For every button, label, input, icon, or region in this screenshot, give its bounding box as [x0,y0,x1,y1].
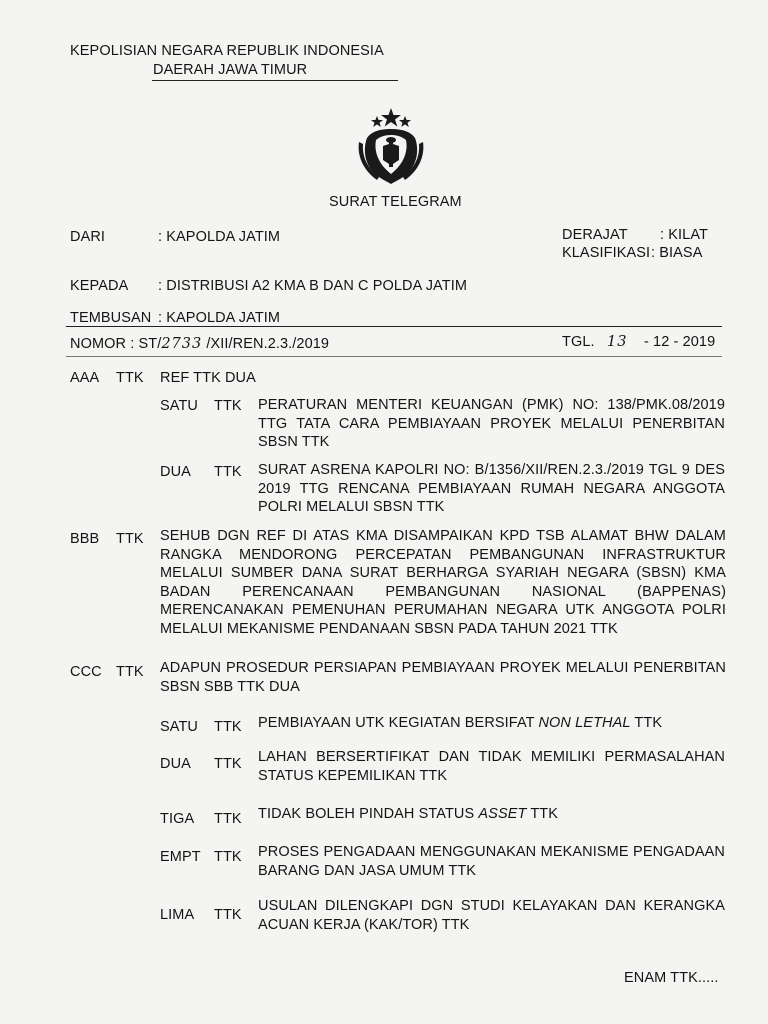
aaa-code: AAA [70,370,100,386]
ccc-item-text-part: PEMBIAYAAN UTK KEGIATAN BERSIFAT [258,715,539,731]
tanggal-field [562,334,715,350]
nomor-field [70,336,329,352]
klasifikasi-label: KLASIFIKASI [562,245,651,261]
ccc-ttk: TTK [116,664,144,680]
aaa-item-ttk: TTK [214,398,242,414]
tembusan-label: TEMBUSAN [70,310,152,326]
tanggal-suffix: - 12 - 2019 [644,334,716,350]
derajat-label: DERAJAT [562,227,628,243]
ccc-item-ttk: TTK [214,756,242,772]
ccc-item-num: DUA [160,756,191,772]
bbb-ttk: TTK [116,531,144,547]
nomor-suffix: /XII/REN.2.3./2019 [206,336,330,352]
aaa-item-num: DUA [160,464,191,480]
nomor-prefix: NOMOR : ST/ [70,336,162,352]
ccc-item-text: USULAN DILENGKAPI DGN STUDI KELAYAKAN DAN KERANGKA ACUAN KERJA (KAK/TOR) TTK [258,898,725,933]
aaa-item-text: PERATURAN MENTERI KEUANGAN (PMK) NO: 138/PMK.08/2019 TTG TATA CARA PEMBIAYAAN PROYEK MELALUI PENERBITAN SBSN TTK [258,397,725,450]
kepada-value: : DISTRIBUSI A2 KMA B DAN C POLDA JATIM [158,278,468,294]
klasifikasi-value: : BIASA [651,245,703,261]
tanggal-handwritten: 13 [607,334,628,350]
ccc-item-ttk: TTK [214,719,242,735]
ccc-item-ttk: TTK [214,907,242,923]
aaa-text: REF TTK DUA [160,370,256,386]
nomor-rule [66,356,722,357]
ccc-item-num: LIMA [160,907,195,923]
bbb-code: BBB [70,531,100,547]
ccc-item-text: LAHAN BERSERTIFIKAT DAN TIDAK MEMILIKI PERMASALAHAN STATUS KEPEMILIKAN TTK [258,749,725,784]
ccc-item-text-part: TTK [630,715,663,731]
tembusan-value: : KAPOLDA JATIM [158,310,281,326]
tembusan-rule [66,326,722,327]
derajat-value: : KILAT [660,227,708,243]
ccc-item-text [258,806,558,822]
aaa-item-num: SATU [160,398,198,414]
ccc-item-num: SATU [160,719,198,735]
ccc-item-num: TIGA [160,811,195,827]
continuation-marker: ENAM TTK..... [624,970,719,986]
ccc-item-text-italic: ASSET [478,806,527,822]
dari-label: DARI [70,229,106,245]
ccc-item-text: PROSES PENGADAAN MENGGUNAKAN MEKANISME PENGADAAN BARANG DAN JASA UMUM TTK [258,844,725,879]
document-title: SURAT TELEGRAM [329,194,462,210]
ccc-item-text-italic: NON LETHAL [538,715,631,731]
ccc-item-text [258,715,662,731]
ccc-item-text-part: TTK [526,806,559,822]
kepada-label: KEPADA [70,278,129,294]
police-emblem-icon [355,108,427,186]
tanggal-label: TGL. [562,334,595,350]
aaa-item-ttk: TTK [214,464,242,480]
bbb-text: SEHUB DGN REF DI ATAS KMA DISAMPAIKAN KPD TSB ALAMAT BHW DALAM RANGKA MENDORONG PERCEPATAN PEMBANGUNAN INFRASTRUKTUR MELALUI SUMBER DANA SURAT BERHARGA SYARIAH NEGARA (SBSN) KMA BADAN PERENCANAAN PEMBANGUNAN NASIONAL (BAPPENAS) MERENCANAKAN PEMENUHAN PERUMAHAN NEGARA UTK ANGGOTA POLRI MELALUI MEKANISME PENDANAAN SBSN PADA TAHUN 2021 TTK [160,528,726,637]
nomor-handwritten: 2733 [161,336,203,352]
ccc-item-num: EMPT [160,849,201,865]
institution-name: KEPOLISIAN NEGARA REPUBLIK INDONESIA [70,43,384,59]
ccc-text: ADAPUN PROSEDUR PERSIAPAN PEMBIAYAAN PROYEK MELALUI PENERBITAN SBSN SBB TTK DUA [160,660,726,695]
aaa-item-text: SURAT ASRENA KAPOLRI NO: B/1356/XII/REN.2.3./2019 TGL 9 DES 2019 TTG RENCANA PEMBIAYAAN RUMAH NEGARA ANGGOTA POLRI MELALUI SBSN TTK [258,462,725,515]
region-name: DAERAH JAWA TIMUR [153,62,308,78]
ccc-item-ttk: TTK [214,811,242,827]
header-underline [152,80,398,81]
ccc-item-ttk: TTK [214,849,242,865]
aaa-ttk: TTK [116,370,144,386]
ccc-item-text-part: TIDAK BOLEH PINDAH STATUS [258,806,479,822]
dari-value: : KAPOLDA JATIM [158,229,281,245]
ccc-code: CCC [70,664,102,680]
